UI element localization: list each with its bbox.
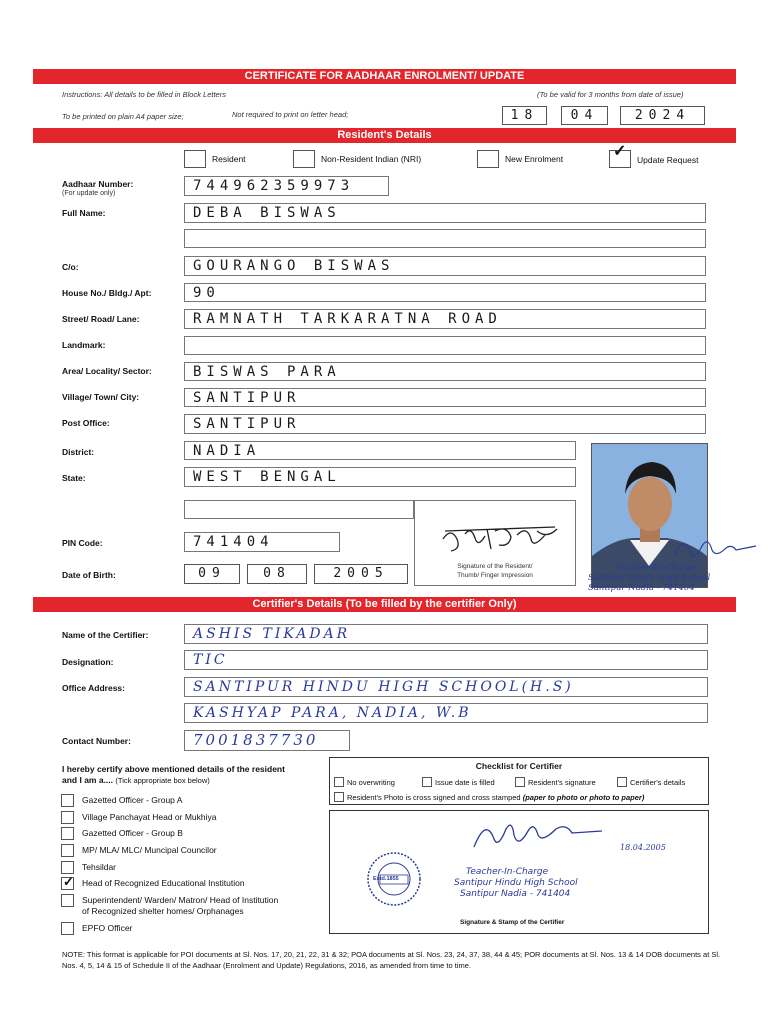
footer-note: NOTE: This format is applicable for POI documents at Sl. Nos. 17, 20, 21, 22, 31 & 32; POA documents at Sl. Nos. 23, 24, 37, 38, 44 & 45; POR documents at Sl. Nos. 13 & 14 DOB documents at Sl. Nos. 4, 5, 14 & 15 of Schedule II of the Aadhaar (Enrolment and Update) Regulations, 2016, as amended from time to time.	[62, 950, 721, 970]
office-address-field[interactable]: SANTIPUR HINDU HIGH SCHOOL(H.S)	[184, 677, 708, 697]
dob-label: Date of Birth:	[62, 570, 116, 580]
category-checkbox-7[interactable]	[61, 894, 74, 907]
category-label-3: Gazetted Officer - Group B	[82, 828, 183, 838]
resident-checkbox[interactable]	[184, 150, 206, 168]
certifier-stamp	[454, 867, 578, 900]
certifier-section-title: Certifier's Details (To be filled by the certifier Only)	[33, 597, 736, 612]
instructions	[62, 90, 226, 99]
checklist-issue-date-label: Issue date is filled	[435, 778, 495, 787]
seal-estd: Estd.1855	[373, 876, 399, 882]
dob-month[interactable]: 08	[247, 564, 307, 584]
photo-stamp-line-2: Santipur Hindu High School	[588, 573, 711, 583]
office-address-label: Office Address:	[62, 683, 125, 693]
category-checkbox-8[interactable]	[61, 922, 74, 935]
stamp-line-2: Santipur Hindu High School	[454, 878, 578, 888]
category-checkbox-4[interactable]	[61, 844, 74, 857]
category-label-5: Tehsildar	[82, 862, 117, 872]
full-name-label: Full Name:	[62, 208, 106, 218]
issue-date-year[interactable]: 2024	[620, 106, 705, 125]
state-label: State:	[62, 473, 86, 483]
resident-signature-icon	[425, 509, 585, 569]
update-request-checkbox[interactable]	[609, 143, 631, 168]
designation-field[interactable]: TIC	[184, 650, 708, 670]
issue-date-day[interactable]: 18	[502, 106, 547, 125]
checklist-resident-sig-label: Resident's signature	[528, 778, 596, 787]
category-label-2: Village Panchayat Head or Mukhiya	[82, 812, 217, 822]
pin-label: PIN Code:	[62, 538, 103, 548]
category-checkbox-5[interactable]	[61, 861, 74, 874]
form-title: CERTIFICATE FOR AADHAAR ENROLMENT/ UPDATE	[33, 69, 736, 84]
certifier-signature-box[interactable]	[329, 810, 709, 934]
category-label-8: EPFO Officer	[82, 923, 133, 933]
full-name-field[interactable]: DEBA BISWAS	[184, 203, 706, 223]
category-checkbox-2[interactable]	[61, 811, 74, 824]
checklist-photo-checkbox[interactable]	[334, 792, 344, 802]
signature-caption-2: Thumb/ Finger Impression	[457, 572, 533, 579]
signature-date: 18.04.2005	[620, 843, 666, 852]
resident-option-label: Resident	[212, 154, 246, 164]
post-office-field[interactable]: SANTIPUR	[184, 414, 706, 434]
category-label-7-line-1: Superintendent/ Warden/ Matron/ Head of Institution	[82, 895, 279, 905]
designation-label: Designation:	[62, 657, 114, 667]
stamp-line-3: Santipur Nadia - 741404	[460, 889, 571, 899]
checklist-overwriting-label: No overwriting	[347, 778, 395, 787]
signature-caption-1: Signature of the Resident/	[457, 563, 533, 570]
full-name-field-line2[interactable]	[184, 229, 706, 248]
photo-stamp-line-1: Teacher-In-Charge	[616, 563, 697, 573]
nri-checkbox[interactable]	[293, 150, 315, 168]
certifier-name-field[interactable]: ASHIS TIKADAR	[184, 624, 708, 644]
aadhaar-note: (For update only)	[62, 190, 116, 197]
office-address-field-line2[interactable]: KASHYAP PARA, NADIA, W.B	[184, 703, 708, 723]
area-field[interactable]: BISWAS PARA	[184, 362, 706, 381]
district-field[interactable]: NADIA	[184, 441, 576, 460]
checklist-resident-sig-checkbox[interactable]	[515, 777, 525, 787]
check-icon: ✓	[613, 143, 627, 160]
category-label-1: Gazetted Officer - Group A	[82, 795, 183, 805]
checklist-overwriting-checkbox[interactable]	[334, 777, 344, 787]
photo-cross-signature-icon	[670, 534, 762, 566]
checklist-issue-date-checkbox[interactable]	[422, 777, 432, 787]
update-request-label: Update Request	[637, 155, 699, 165]
street-label: Street/ Road/ Lane:	[62, 314, 140, 324]
street-field[interactable]: RAMNATH TARKARATNA ROAD	[184, 309, 706, 329]
nri-option-label: Non-Resident Indian (NRI)	[321, 154, 422, 164]
dob-year[interactable]: 2005	[314, 564, 408, 584]
co-field[interactable]: GOURANGO BISWAS	[184, 256, 706, 276]
issue-date-month[interactable]: 04	[561, 106, 608, 125]
checklist-box	[329, 757, 709, 805]
category-label-4: MP/ MLA/ MLC/ Muncipal Councilor	[82, 845, 217, 855]
checklist-photo-note: (paper to photo or photo to paper)	[522, 793, 645, 802]
house-field[interactable]: 90	[184, 283, 706, 302]
area-label: Area/ Locality/ Sector:	[62, 366, 152, 376]
checklist-photo-label	[347, 793, 644, 802]
certifier-name-label: Name of the Certifier:	[62, 630, 149, 640]
resident-section-title: Resident's Details	[33, 128, 736, 143]
district-label: District:	[62, 447, 95, 457]
certify-statement	[62, 764, 285, 786]
aadhaar-field[interactable]: 744962359973	[184, 176, 389, 196]
dob-day[interactable]: 09	[184, 564, 240, 584]
stamp-line-1: Teacher-In-Charge	[466, 867, 549, 877]
landmark-field[interactable]	[184, 336, 706, 355]
co-label: C/o:	[62, 262, 79, 272]
checklist-title: Checklist for Certifier	[475, 761, 563, 771]
validity-note: (To be valid for 3 months from date of issue)	[537, 90, 684, 99]
category-checkbox-3[interactable]	[61, 827, 74, 840]
check-icon: ✓	[63, 874, 74, 889]
new-enrolment-checkbox[interactable]	[477, 150, 499, 168]
certify-text-2: and I am a....	[62, 775, 114, 785]
photo-stamp	[588, 563, 764, 593]
contact-field[interactable]: 7001837730	[184, 730, 350, 751]
certifier-signature-icon	[468, 817, 628, 857]
checklist-certifier-details-label: Certifier's details	[630, 778, 686, 787]
state-field-line2[interactable]	[184, 500, 414, 519]
category-label-7	[82, 895, 278, 917]
checklist-photo-text: Resident's Photo is cross signed and cross stamped	[347, 793, 521, 802]
post-office-label: Post Office:	[62, 418, 110, 428]
category-label-6: Head of Recognized Educational Institution	[82, 878, 245, 888]
house-label: House No./ Bldg./ Apt:	[62, 288, 152, 298]
photo-stamp-line-3: Santipur Nadia - 741404	[588, 583, 695, 593]
village-label: Village/ Town/ City:	[62, 392, 140, 402]
certify-hint: (Tick appropriate box below)	[115, 776, 210, 785]
aadhaar-label: Aadhaar Number:	[62, 179, 134, 189]
certifier-signature-caption: Signature & Stamp of the Certifier	[460, 919, 565, 926]
village-field[interactable]: SANTIPUR	[184, 388, 706, 407]
letterhead-note: Not required to print on letter head;	[232, 110, 349, 119]
category-checkbox-6[interactable]	[61, 874, 74, 890]
pin-field[interactable]: 741404	[184, 532, 340, 552]
state-field[interactable]: WEST BENGAL	[184, 467, 576, 487]
category-label-7-line-2: of Recognized shelter homes/ Orphanages	[82, 906, 244, 916]
category-checkbox-1[interactable]	[61, 794, 74, 807]
new-enrolment-label: New Enrolment	[505, 154, 564, 164]
print-note: To be printed on plain A4 paper size;	[62, 112, 184, 121]
resident-signature-box[interactable]	[414, 500, 576, 586]
contact-label: Contact Number:	[62, 736, 131, 746]
instructions-text: Instructions: All details to be filled in Block Letters	[62, 90, 226, 99]
checklist-certifier-details-checkbox[interactable]	[617, 777, 627, 787]
landmark-label: Landmark:	[62, 340, 106, 350]
certify-text-1: I hereby certify above mentioned details of the resident	[62, 764, 285, 774]
